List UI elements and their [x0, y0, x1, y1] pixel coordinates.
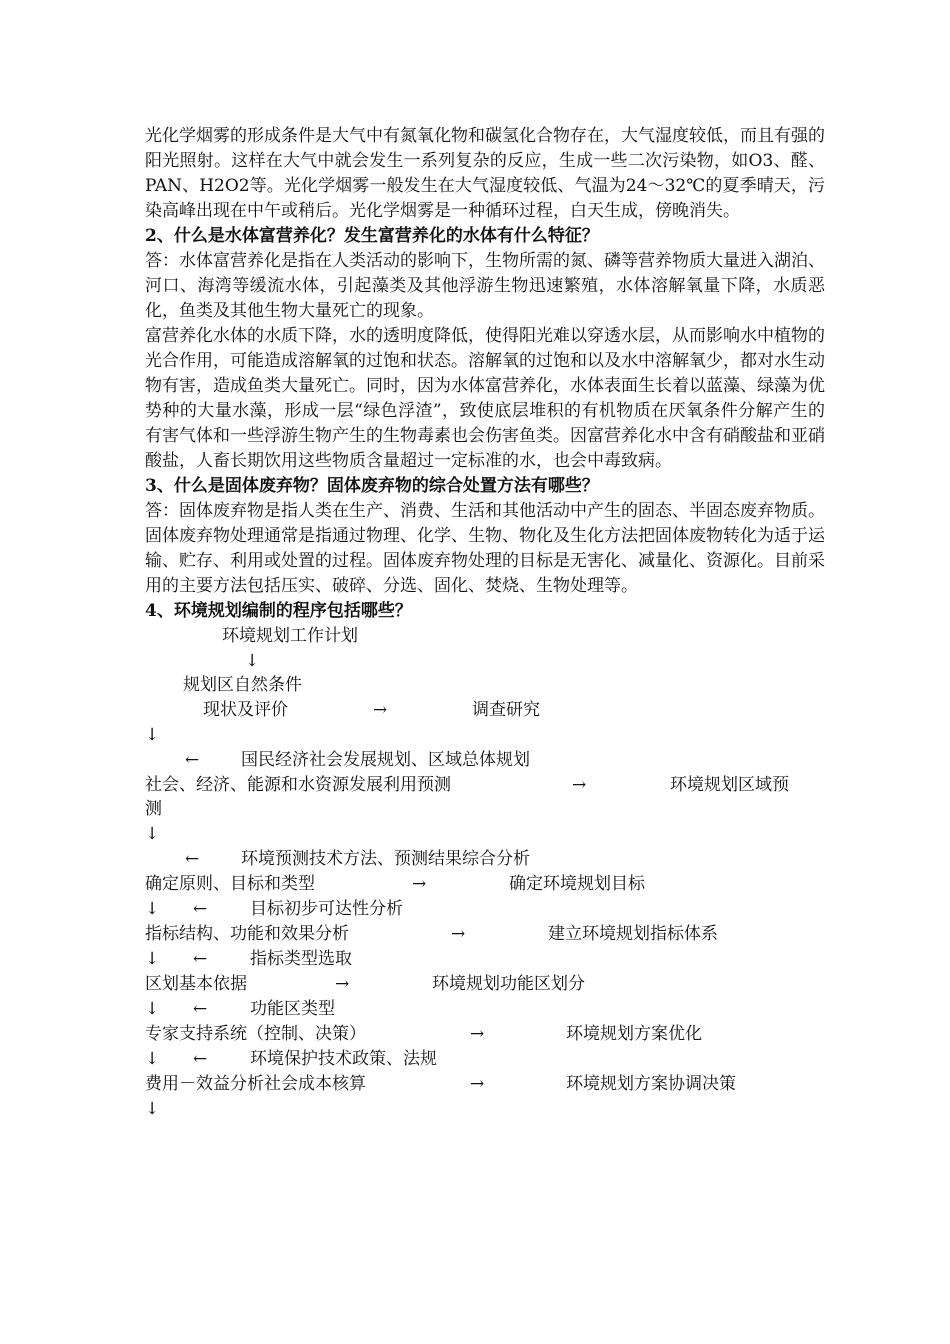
flow-survey: 调查研究: [472, 700, 540, 720]
arrow-down-icon: ↓: [145, 824, 160, 844]
flow-principles: 确定原则、目标和类型: [145, 874, 315, 894]
flow-work-plan: 环境规划工作计划: [222, 626, 358, 646]
arrow-left-icon: ←: [193, 999, 208, 1019]
question-4-heading: 4、环境规划编制的程序包括哪些？: [145, 601, 412, 621]
flow-zone-types: 功能区类型: [250, 999, 335, 1019]
flow-status-eval: 现状及评价: [203, 700, 288, 720]
arrow-down-icon: ↓: [145, 899, 160, 919]
flow-region-forecast: 环境规划区域预: [670, 775, 789, 795]
arrow-right-icon: →: [412, 874, 427, 894]
arrow-left-icon: ←: [185, 750, 200, 770]
flow-zoning-basis: 区划基本依据: [145, 974, 247, 994]
answer-3-methods: 固体废弃物处理通常是指通过物理、化学、生物、物化及生化方法把固体废物转化为适于运输、贮存、利用或处置的过程。固体废弃物处理的目标是无害化、减量化、资源化。目前采用的主要方法包括压实、破碎、分选、固化、焚烧、生物处理等。: [145, 526, 825, 596]
answer-2-features: 富营养化水体的水质下降，水的透明度降低，使得阳光难以穿透水层，从而影响水中植物的光合作用，可能造成溶解氧的过饱和状态。溶解氧的过饱和以及水中溶解氧少，都对水生动物有害，造成鱼类大量死亡。同时，因为水体富营养化，水体表面生长着以蓝藻、绿藻为优势种的大量水藻，形成一层“绿色浮渣”，致使底层堆积的有机物质在厌氧条件分解产生的有害气体和一些浮游生物产生的生物毒素也会伤害鱼类。因富营养化水中含有硝酸盐和亚硝酸盐，人畜长期饮用这些物质含量超过一定标准的水，也会中毒致病。: [145, 326, 825, 471]
arrow-left-icon: ←: [193, 899, 208, 919]
flow-region-forecast-cont: 测: [145, 799, 162, 819]
arrow-left-icon: ←: [193, 1049, 208, 1069]
arrow-left-icon: ←: [185, 849, 200, 869]
arrow-right-icon: →: [470, 1074, 485, 1094]
flow-natural-conditions: 规划区自然条件: [183, 675, 302, 695]
flow-cost-benefit: 费用－效益分析社会成本核算: [145, 1074, 366, 1094]
flow-forecast-methods: 环境预测技术方法、预测结果综合分析: [241, 849, 530, 869]
answer-3-definition: 答：固体废弃物是指人类在生产、消费、生活和其他活动中产生的固态、半固态废弃物质。: [145, 501, 825, 521]
arrow-down-icon: ↓: [145, 1099, 160, 1119]
flow-function-zoning: 环境规划功能区划分: [432, 974, 585, 994]
flow-indicator-analysis: 指标结构、功能和效果分析: [145, 924, 349, 944]
arrow-left-icon: ←: [193, 949, 208, 969]
arrow-down-icon: ↓: [245, 651, 260, 671]
flow-expert-system: 专家支持系统（控制、决策）: [145, 1024, 366, 1044]
arrow-down-icon: ↓: [145, 1049, 160, 1069]
document-page: [145, 124, 825, 1124]
flow-set-targets: 确定环境规划目标: [509, 874, 645, 894]
flow-coordination: 环境规划方案协调决策: [566, 1074, 736, 1094]
arrow-down-icon: ↓: [145, 949, 160, 969]
arrow-right-icon: →: [373, 700, 388, 720]
flow-indicator-type: 指标类型选取: [250, 949, 352, 969]
question-3-heading: 3、什么是固体废弃物？固体废弃物的综合处置方法有哪些？: [145, 476, 599, 496]
arrow-right-icon: →: [451, 924, 466, 944]
question-2-heading: 2、什么是水体富营养化？发生富营养化的水体有什么特征？: [145, 226, 599, 246]
planning-flowchart: [145, 624, 825, 1124]
flow-policy: 环境保护技术政策、法规: [250, 1049, 437, 1069]
flow-forecast-input: 社会、经济、能源和水资源发展利用预测: [145, 775, 451, 795]
arrow-right-icon: →: [572, 775, 587, 795]
flow-feasibility: 目标初步可达性分析: [250, 899, 403, 919]
answer-2-definition: 答：水体富营养化是指在人类活动的影响下，生物所需的氮、磷等营养物质大量进入湖泊、河口、海湾等缓流水体，引起藻类及其他浮游生物迅速繁殖，水体溶解氧量下降，水质恶化，鱼类及其他生物大量死亡的现象。: [145, 251, 825, 321]
arrow-down-icon: ↓: [145, 725, 160, 745]
arrow-right-icon: →: [470, 1024, 485, 1044]
flow-national-plan: 国民经济社会发展规划、区域总体规划: [241, 750, 530, 770]
flow-indicator-system: 建立环境规划指标体系: [548, 924, 718, 944]
flow-scheme-optimize: 环境规划方案优化: [566, 1024, 702, 1044]
paragraph-photochemical-smog: 光化学烟雾的形成条件是大气中有氮氧化物和碳氢化合物存在，大气湿度较低，而且有强的阳光照射。这样在大气中就会发生一系列复杂的反应，生成一些二次污染物，如O3、醛、PAN、H2O2等。光化学烟雾一般发生在大气湿度较低、气温为24～32℃的夏季晴天，污染高峰出现在中午或稍后。光化学烟雾是一种循环过程，白天生成，傍晚消失。: [145, 126, 825, 221]
arrow-right-icon: →: [335, 974, 350, 994]
arrow-down-icon: ↓: [145, 999, 160, 1019]
